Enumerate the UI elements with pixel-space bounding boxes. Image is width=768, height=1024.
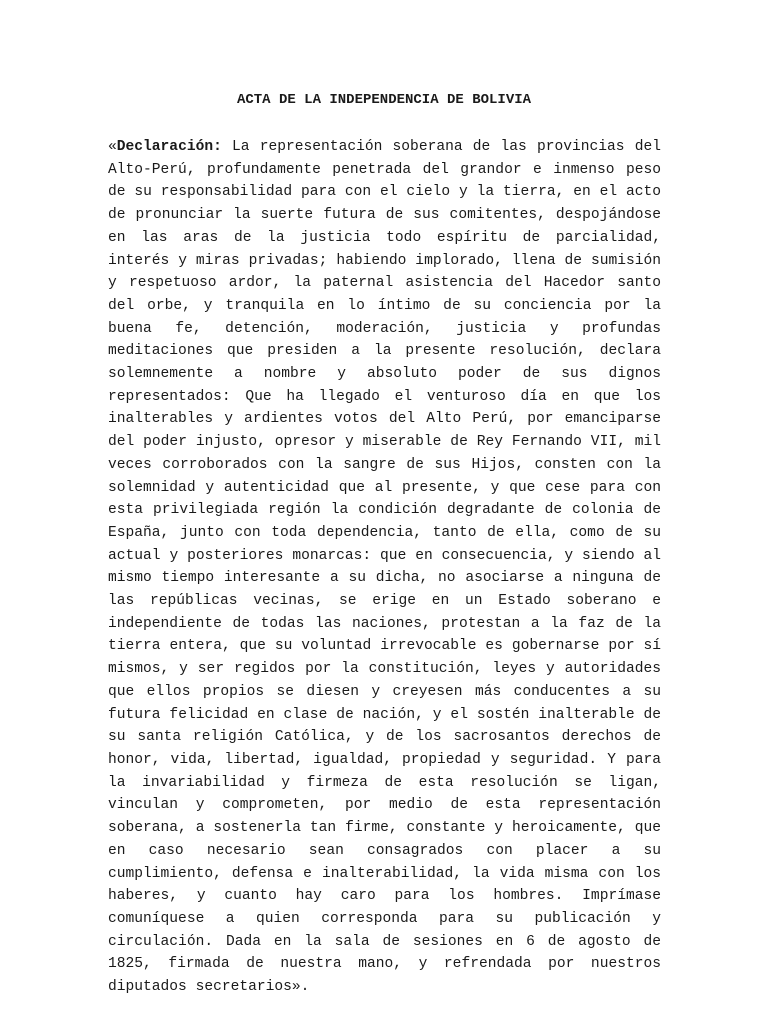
declaration-label: Declaración:	[116, 139, 222, 155]
declaration-paragraph	[108, 136, 661, 999]
document-title: ACTA DE LA INDEPENDENCIA DE BOLIVIA	[236, 92, 532, 108]
opening-quote: «	[108, 139, 117, 155]
declaration-body: La representación soberana de las provincias del Alto-Perú, profundamente penetrada del grandor e inmenso peso de su responsabilidad para con el cielo y la tierra, en el acto de pronunciar la suerte futura de sus comitentes, despojándose en las aras de la justicia todo espíritu de parcialidad, interés y miras privadas; habiendo implorado, llena de sumisión y respetuoso ardor, la paternal asistencia del Hacedor santo del orbe, y tranquila en lo íntimo de su conciencia por la buena fe, detención, moderación, justicia y profundas meditaciones que presiden a la presente resolución, declara solemnemente a nombre y absoluto poder de sus dignos representados: Que ha llegado el venturoso día en que los inalterables y ardientes votos del Alto Perú, por emanciparse del poder injusto, opresor y miserable de Rey Fernando VII, mil veces corroborados con la sangre de sus Hijos, consten con la solemnidad y autenticidad que al presente, y que cese para con esta privilegiada región la condición degradante de colonia de España, junto con toda dependencia, tanto de ella, como de su actual y posteriores monarcas: que en consecuencia, y siendo al mismo tiempo interesante a su dicha, no asociarse a ninguna de las repúblicas vecinas, se erige en un Estado soberano e independiente de todas las naciones, protestan a la faz de la tierra entera, que su voluntad irrevocable es gobernarse por sí mismos, y ser regidos por la constitución, leyes y autoridades que ellos propios se diesen y creyesen más conducentes a su futura felicidad en clase de nación, y el sostén inalterable de su santa religión Católica, y de los sacrosantos derechos de honor, vida, libertad, igualdad, propiedad y seguridad. Y para la invariabilidad y firmeza de esta resolución se ligan, vinculan y comprometen, por medio de esta representación soberana, a sostenerla tan firme, constante y heroicamente, que en caso necesario sean consagrados con placer a su cumplimiento, defensa e inalterabilidad, la vida misma con los haberes, y cuanto hay caro para los hombres. Imprímase comuníquese a quien corresponda para su publicación y circulación. Dada en la sala de sesiones en 6 de agosto de 1825, firmada de nuestra mano, y refrendada por nuestros diputados secretarios».	[108, 139, 661, 996]
